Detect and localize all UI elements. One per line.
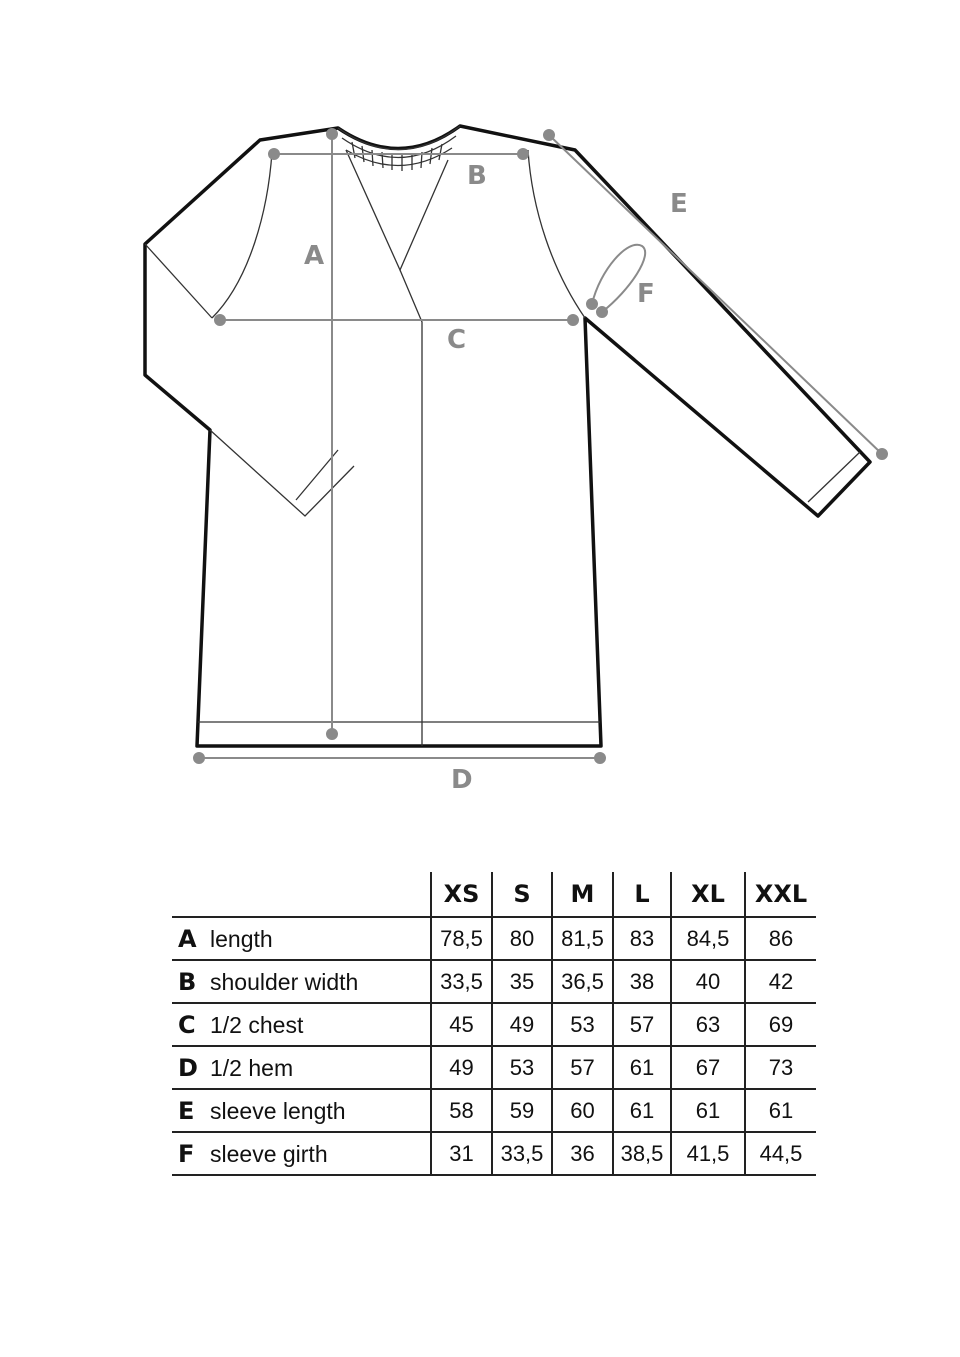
garment-details (145, 126, 860, 746)
measurement-letter: C (178, 1010, 196, 1039)
size-header: XS (431, 872, 492, 917)
table-cell: 36,5 (552, 960, 613, 1003)
size-header: XXL (745, 872, 816, 917)
table-cell: 61 (671, 1089, 745, 1132)
table-cell: 80 (492, 917, 552, 960)
label-b: B (467, 161, 487, 191)
measurement-name: 1/2 hem (210, 1054, 294, 1081)
measurement-name-cell (172, 1003, 431, 1046)
table-cell: 83 (613, 917, 671, 960)
table-cell: 35 (492, 960, 552, 1003)
table-cell: 57 (552, 1046, 613, 1089)
size-header: L (613, 872, 671, 917)
size-header: XL (671, 872, 745, 917)
measurement-name: length (210, 925, 273, 952)
measurement-letter: E (178, 1096, 195, 1125)
header-blank-cell (172, 872, 431, 917)
garment-outline (145, 126, 870, 746)
label-c: C (447, 325, 467, 355)
table-cell: 45 (431, 1003, 492, 1046)
measurement-name-cell (172, 1089, 431, 1132)
table-cell: 41,5 (671, 1132, 745, 1175)
measurement-name-cell (172, 960, 431, 1003)
table-cell: 49 (492, 1003, 552, 1046)
measurement-name: sleeve girth (210, 1140, 328, 1167)
table-cell: 33,5 (431, 960, 492, 1003)
size-chart-table (172, 872, 816, 1176)
size-header: S (492, 872, 552, 917)
table-cell: 61 (745, 1089, 816, 1132)
table-row (172, 1003, 816, 1046)
measurement-letter: A (178, 924, 197, 953)
table-cell: 81,5 (552, 917, 613, 960)
table-cell: 44,5 (745, 1132, 816, 1175)
table-cell: 57 (613, 1003, 671, 1046)
measurement-name-cell (172, 917, 431, 960)
measurement-name: shoulder width (210, 968, 359, 995)
measurement-letter: B (178, 967, 197, 996)
measurement-name-cell (172, 1132, 431, 1175)
table-cell: 33,5 (492, 1132, 552, 1175)
measurement-letter: D (178, 1053, 198, 1082)
measurement-letter: F (178, 1139, 195, 1168)
table-cell: 84,5 (671, 917, 745, 960)
table-cell: 86 (745, 917, 816, 960)
table-cell: 78,5 (431, 917, 492, 960)
table-cell: 38,5 (613, 1132, 671, 1175)
measurement-name: sleeve length (210, 1097, 346, 1124)
table-row (172, 1046, 816, 1089)
table-cell: 31 (431, 1132, 492, 1175)
label-e: E (670, 189, 688, 219)
table-cell: 38 (613, 960, 671, 1003)
table-cell: 49 (431, 1046, 492, 1089)
measurement-name-cell (172, 1046, 431, 1089)
table-cell: 63 (671, 1003, 745, 1046)
table-cell: 59 (492, 1089, 552, 1132)
label-a: A (304, 241, 325, 271)
table-row (172, 960, 816, 1003)
size-header-row (172, 872, 816, 917)
table-cell: 42 (745, 960, 816, 1003)
table-cell: 36 (552, 1132, 613, 1175)
table-cell: 67 (671, 1046, 745, 1089)
label-d: D (451, 765, 473, 795)
table-cell: 61 (613, 1046, 671, 1089)
table-row (172, 1089, 816, 1132)
table-cell: 61 (613, 1089, 671, 1132)
table-cell: 73 (745, 1046, 816, 1089)
table-cell: 58 (431, 1089, 492, 1132)
measurement-name: 1/2 chest (210, 1011, 304, 1038)
table-cell: 53 (492, 1046, 552, 1089)
table-cell: 53 (552, 1003, 613, 1046)
table-row (172, 1132, 816, 1175)
table-cell: 40 (671, 960, 745, 1003)
table-cell: 69 (745, 1003, 816, 1046)
table-row (172, 917, 816, 960)
table-cell: 60 (552, 1089, 613, 1132)
label-f: F (637, 279, 655, 309)
size-header: M (552, 872, 613, 917)
